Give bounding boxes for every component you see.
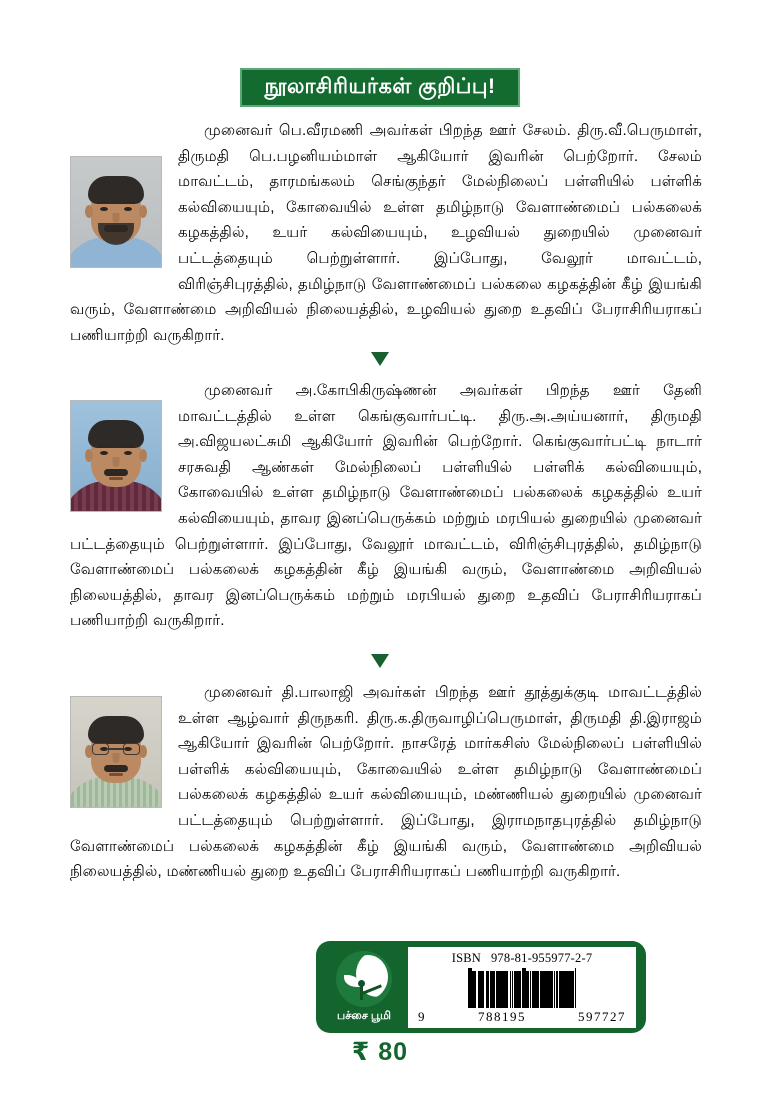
author-photo-2 <box>70 400 162 512</box>
photo-brow-left-2 <box>98 445 109 448</box>
section-header <box>0 68 760 107</box>
author-photo-3 <box>70 696 162 808</box>
publisher-logo-name: பச்சை பூமி <box>337 1009 391 1022</box>
photo-brow-right-1 <box>123 201 134 204</box>
photo-hair-2 <box>88 420 144 448</box>
photo-ear-right-2 <box>139 449 147 462</box>
barcode-digit-mid: 788195 <box>478 1008 526 1024</box>
author-block-2 <box>70 378 702 634</box>
author-block-1 <box>70 118 702 348</box>
photo-nose-1 <box>113 213 120 223</box>
photo-mustache-1 <box>104 225 128 232</box>
photo-eye-left-1 <box>100 207 108 211</box>
barcode-digits <box>416 1009 628 1025</box>
photo-eye-left-2 <box>100 451 108 455</box>
triangle-down-icon <box>371 352 389 366</box>
photo-nose-3 <box>113 753 120 763</box>
author-bio-1: முனைவர் பெ.வீரமணி அவர்கள் பிறந்த ஊர் சேலம். திரு.வீ.பெருமாள், திருமதி பெ.பழனியம்மாள் ஆகியோர் இவரின் பெற்றோர். சேலம் மாவட்டம், தாரமங்கலம் செங்குந்தர் மேல்நிலைப் பள்ளியில் பள்ளிக் கல்வியையும், கோவையில் உள்ள தமிழ்நாடு வேளாண்மைப் பல்கலைக் கழகத்தில், உயர் கல்வியையும், உழவியல் துறையில் முனைவர் பட்டத்தையும் பெற்றுள்ளார். இப்போது, வேலூர் மாவட்டம், விரிஞ்சிபுரத்தில், தமிழ்நாடு வேளாண்மைப் பல்கலை கழகத்தின் கீழ் இயங்கி வரும், வேளாண்மை அறிவியல் நிலையத்தில், உழவியல் துறை உதவிப் பேராசிரியராகப் பணியாற்றி வருகிறார். <box>70 122 702 344</box>
photo-nose-2 <box>113 457 120 467</box>
separator-1 <box>0 352 760 371</box>
author-photo-1 <box>70 156 162 268</box>
photo-hair-1 <box>88 176 144 204</box>
photo-mustache-2 <box>104 469 128 476</box>
photo-eye-right-2 <box>124 451 132 455</box>
photo-brow-right-2 <box>123 445 134 448</box>
photo-hair-3 <box>88 716 144 744</box>
author-bio-2: முனைவர் அ.கோபிகிருஷ்ணன் அவர்கள் பிறந்த ஊர் தேனி மாவட்டத்தில் உள்ள கெங்குவார்பட்டி. திரு.அ.அய்யனார், திருமதி அ.விஜயலட்சுமி ஆகியோர் இவரின் பெற்றோர். கெங்குவார்பட்டி நாடார் சரசுவதி ஆண்கள் மேல்நிலைப் பள்ளியில் பள்ளிக் கல்வியையும், கோவையில் உள்ள தமிழ்நாடு வேளாண்மைப் பல்கலைக் கழகத்தில் உயர் கல்வியையும், தாவர இனப்பெருக்கம் மற்றும் மரபியல் துறையில் முனைவர் பட்டத்தையும் பெற்றுள்ளார். இப்போது, வேலூர் மாவட்டம், விரிஞ்சிபுரத்தில், தமிழ்நாடு வேளாண்மைப் பல்கலைக் கழகத்தின் கீழ் இயங்கி வரும், வேளாண்மை அறிவியல் நிலையத்தில், தாவர இனப்பெருக்கம் மற்றும் மரபியல் துறை உதவிப் பேராசிரியராகப் பணியாற்றி வருகிறார். <box>70 382 702 630</box>
photo-mustache-3 <box>104 765 128 772</box>
publisher-logo <box>324 951 404 1024</box>
barcode-card <box>408 947 636 1028</box>
barcode-digit-right: 597727 <box>578 1008 626 1024</box>
isbn-barcode-block <box>316 941 646 1033</box>
barcode-digit-left: 9 <box>418 1008 426 1024</box>
page-title: நூலாசிரியர்கள் குறிப்பு! <box>240 68 519 107</box>
author-block-3 <box>70 680 702 885</box>
author-bio-3: முனைவர் தி.பாலாஜி அவர்கள் பிறந்த ஊர் தூத்துக்குடி மாவட்டத்தில் உள்ள ஆழ்வார் திருநகரி. திரு.க.திருவாழிப்பெருமாள், திருமதி தி.இராஜம் ஆகியோர் இவரின் பெற்றோர். நாசரேத் மார்கசிஸ் மேல்நிலைப் பள்ளியில் பள்ளிக் கல்வியையும், கோவையில் உள்ள தமிழ்நாடு வேளாண்மைப் பல்கலைக் கழகத்தில் உயர் கல்வியையும், மண்ணியல் துறையில் முனைவர் பட்டத்தையும் பெற்றுள்ளார். இப்போது, இராமநாதபுரத்தில் தமிழ்நாடு வேளாண்மைப் பல்கலைக் கழகத்தின் கீழ் இயங்கி வரும், வேளாண்மை அறிவியல் நிலையத்தில், மண்ணியல் துறை உதவிப் பேராசிரியராகப் பணியாற்றி வருகிறார். <box>70 684 702 881</box>
price-label: ₹ 80 <box>351 1038 409 1066</box>
photo-mouth-2 <box>109 477 123 480</box>
photo-eye-right-1 <box>124 207 132 211</box>
separator-2 <box>0 654 760 673</box>
photo-ear-right-1 <box>139 205 147 218</box>
photo-brow-left-1 <box>98 201 109 204</box>
photo-ear-left-2 <box>85 449 93 462</box>
pachai-boomi-logo-icon <box>336 951 392 1007</box>
barcode-bars <box>416 968 628 1008</box>
isbn-text <box>416 951 628 966</box>
photo-ear-right-3 <box>139 745 147 758</box>
triangle-down-icon <box>371 654 389 668</box>
photo-ear-left-1 <box>85 205 93 218</box>
isbn-label: ISBN <box>451 950 481 965</box>
photo-mouth-3 <box>109 773 123 776</box>
isbn-number: 978-81-955977-2-7 <box>490 950 593 965</box>
